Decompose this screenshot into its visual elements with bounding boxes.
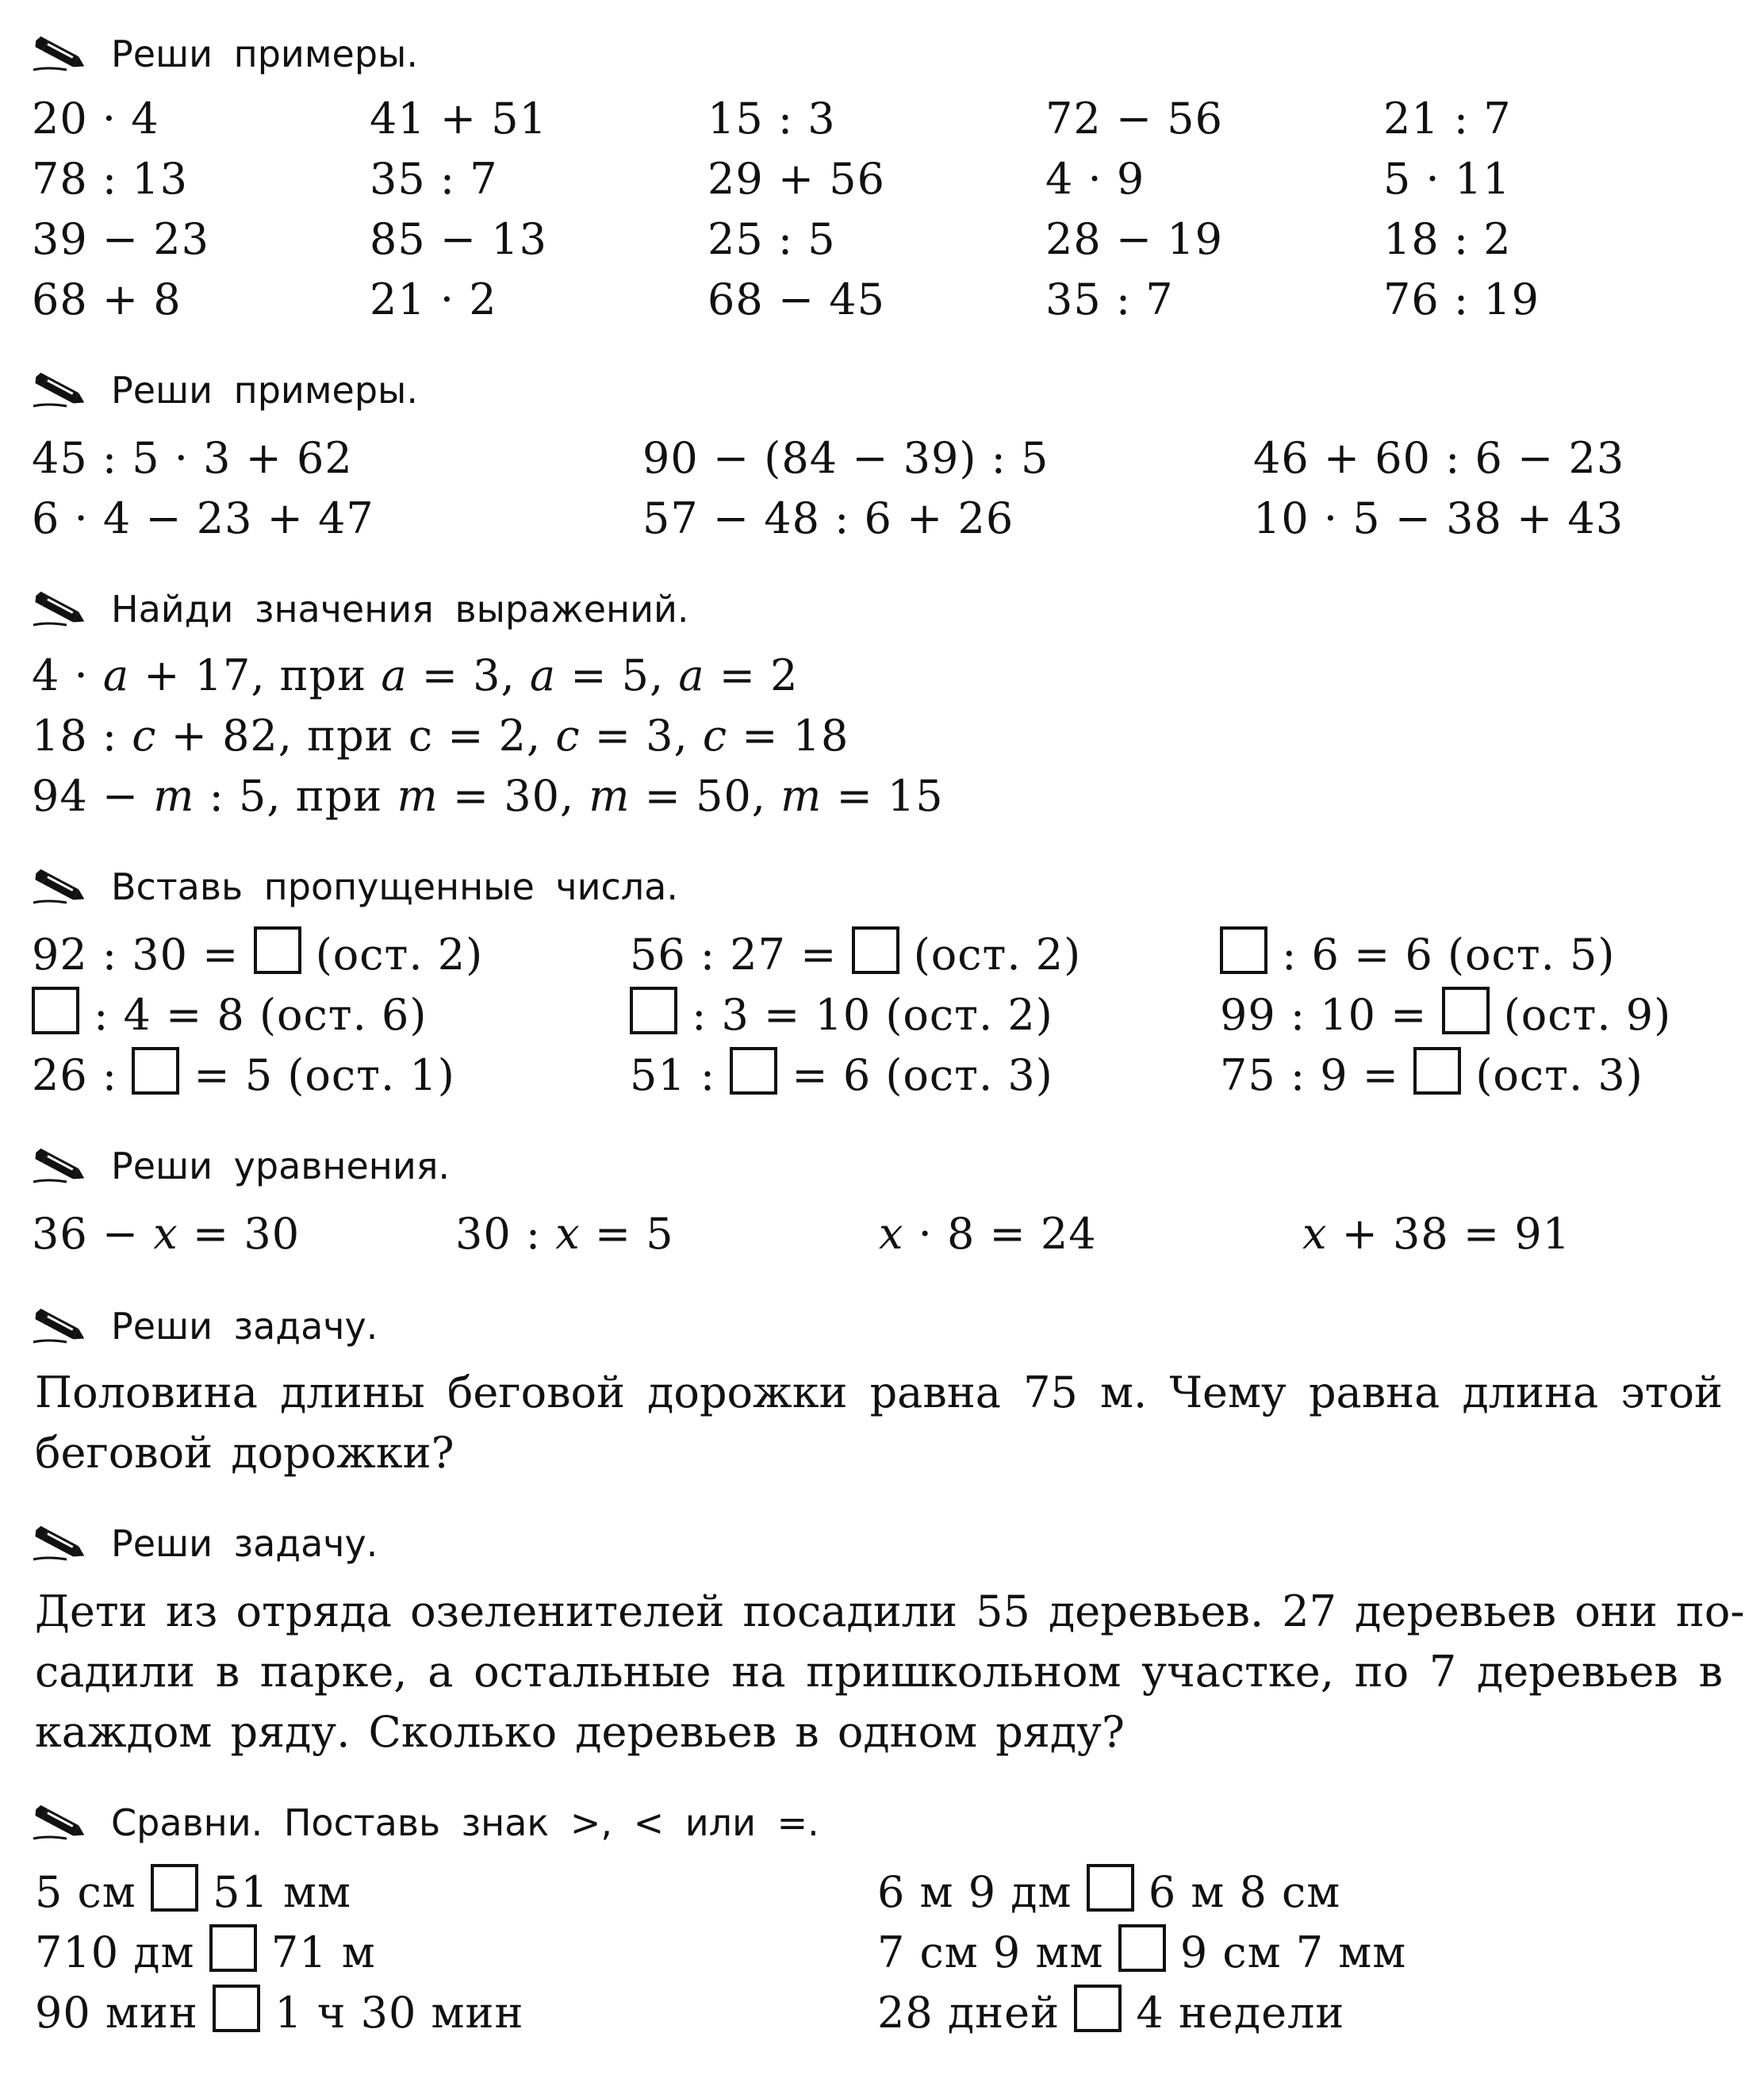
problem-line: садили в парке, а остальные на пришкольном участке, по 7 деревьев в [35,1647,1723,1697]
pencil-icon [32,1804,89,1842]
pencil-icon [32,868,89,906]
pencil-icon [32,1307,89,1345]
missing-number-item: 26 : = 5 (ост. 1) [32,1045,455,1106]
section1-row-3 [0,209,1764,270]
answer-box[interactable] [1118,1924,1166,1972]
section1-row-4 [0,270,1764,330]
section3-heading-text: Найди значения выражений. [111,588,689,631]
section5-heading [32,1141,450,1191]
comparison: 6 м 9 дм 6 м 8 см [877,1862,1340,1923]
equation: 36 − x = 30 [32,1209,301,1259]
problem-2-text [35,1582,1745,1762]
example: 21 · 2 [370,274,497,324]
comparison: 28 дней 4 недели [877,1983,1344,2043]
missing-number-item: 99 : 10 = (ост. 9) [1220,985,1671,1045]
answer-box[interactable] [1074,1985,1122,2032]
pencil-icon [32,1147,89,1185]
expression: 6 · 4 − 23 + 47 [32,493,374,543]
example: 41 + 51 [370,94,548,144]
example: 35 : 7 [1045,274,1174,324]
missing-number-item: 75 : 9 = (ост. 3) [1220,1045,1643,1106]
section5-row [0,1204,1764,1264]
section7-heading [32,1518,378,1569]
problem-line: беговой дорожки? [35,1428,454,1478]
section4-row-3 [0,1045,1764,1106]
pencil-icon [32,35,89,73]
section3-line-3 [0,766,1764,826]
problem-line: каждом ряду. Сколько деревьев в одном ряду? [35,1707,1125,1757]
section2-heading [32,365,418,416]
section8-heading-text: Сравни. Поставь знак >, < или =. [111,1801,819,1844]
comparison: 5 см 51 мм [35,1862,351,1923]
example: 20 · 4 [32,94,159,144]
missing-number-item: 51 : = 6 (ост. 3) [630,1045,1053,1106]
problem-1-text [35,1363,1723,1483]
section8-row-3 [0,1983,1764,2043]
section2-row-2 [0,489,1764,549]
answer-box[interactable] [1442,987,1490,1034]
example: 85 − 13 [370,214,548,264]
answer-box[interactable] [254,926,301,974]
problem-line: Дети из отряда озеленителей посадили 55 деревьев. 27 деревьев они по- [35,1586,1745,1636]
missing-number-item: 92 : 30 = (ост. 2) [32,925,483,985]
example: 18 : 2 [1383,214,1512,264]
example: 35 : 7 [370,154,498,204]
answer-box[interactable] [32,987,79,1034]
section4-row-2 [0,985,1764,1045]
answer-box[interactable] [151,1864,198,1912]
expression: 46 + 60 : 6 − 23 [1253,433,1625,483]
example: 68 − 45 [708,274,886,324]
example: 4 · 9 [1045,154,1145,204]
answer-box[interactable] [730,1047,777,1095]
missing-number-item: : 6 = 6 (ост. 5) [1220,925,1615,985]
comparison: 7 см 9 мм 9 см 7 мм [877,1923,1406,1983]
example: 15 : 3 [708,94,836,144]
section1-heading-text: Реши примеры. [111,33,418,75]
answer-box[interactable] [132,1047,179,1095]
section4-heading-text: Вставь пропущенные числа. [111,865,678,908]
example: 5 · 11 [1383,154,1511,204]
comparison: 710 дм 71 м [35,1923,376,1983]
missing-number-item: : 4 = 8 (ост. 6) [32,985,427,1045]
expression: 90 − (84 − 39) : 5 [642,433,1049,483]
section8-row-1 [0,1862,1764,1923]
section3-line-2 [0,706,1764,766]
expression: 45 : 5 · 3 + 62 [32,433,353,483]
equation: x · 8 = 24 [879,1209,1097,1259]
section8-heading [32,1797,819,1848]
section3-line-1 [0,646,1764,706]
example: 39 − 23 [32,214,210,264]
example: 25 : 5 [708,214,836,264]
answer-box[interactable] [1220,926,1267,974]
section8-row-2 [0,1923,1764,1983]
example: 29 + 56 [708,154,886,204]
example: 21 : 7 [1383,94,1512,144]
problem-line: Половина длины беговой дорожки равна 75 м. Чему равна длина этой [35,1367,1723,1417]
equation: 30 : x = 5 [455,1209,674,1259]
section1-row-1 [0,89,1764,149]
answer-box[interactable] [209,1924,257,1972]
expression: 10 · 5 − 38 + 43 [1253,493,1624,543]
example: 72 − 56 [1045,94,1224,144]
section6-heading [32,1301,378,1352]
example: 76 : 19 [1383,274,1540,324]
expression: 57 − 48 : 6 + 26 [642,493,1014,543]
pencil-icon [32,371,89,409]
equation: x + 38 = 91 [1302,1209,1571,1259]
section4-row-1 [0,925,1764,985]
example: 68 + 8 [32,274,182,324]
pencil-icon [32,1524,89,1563]
expression-line: 4 · a + 17, при a = 3, a = 5, a = 2 [32,650,799,700]
missing-number-item: 56 : 27 = (ост. 2) [630,925,1081,985]
example: 28 − 19 [1045,214,1224,264]
answer-box[interactable] [213,1985,260,2032]
section2-heading-text: Реши примеры. [111,369,418,412]
answer-box[interactable] [630,987,677,1034]
expression-line: 18 : c + 82, при c = 2, c = 3, c = 18 [32,711,849,761]
section6-heading-text: Реши задачу. [111,1305,378,1348]
section1-heading [32,29,418,79]
example: 78 : 13 [32,154,188,204]
section3-heading [32,584,689,635]
section7-heading-text: Реши задачу. [111,1522,378,1565]
expression-line: 94 − m : 5, при m = 30, m = 50, m = 15 [32,771,944,821]
pencil-icon [32,590,89,628]
section1-row-2 [0,149,1764,209]
answer-box[interactable] [1413,1047,1461,1095]
comparison: 90 мин 1 ч 30 мин [35,1983,523,2043]
section5-heading-text: Реши уравнения. [111,1145,451,1187]
section4-heading [32,861,678,912]
section2-row-1 [0,428,1764,489]
answer-box[interactable] [852,926,899,974]
missing-number-item: : 3 = 10 (ост. 2) [630,985,1053,1045]
answer-box[interactable] [1087,1864,1134,1912]
